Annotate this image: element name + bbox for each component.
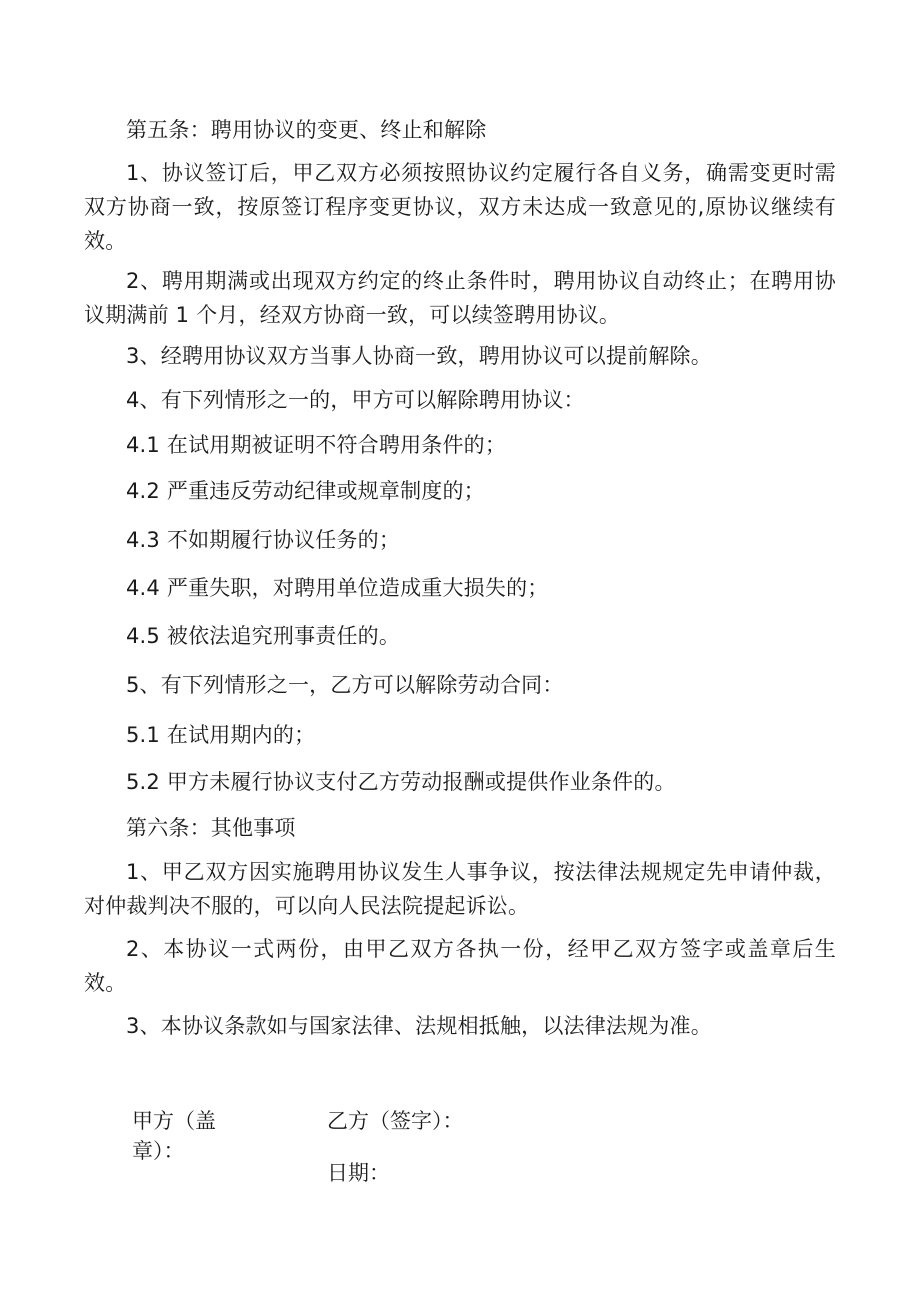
article-5-clause-4-3: 4.3 不如期履行协议任务的； bbox=[126, 528, 401, 552]
article-6-clause-1: 1、甲乙双方因实施聘用协议发生人事争议，按法律法规规定先申请仲裁，对仲裁判决不服的，可以向人民法院提起诉讼。 bbox=[84, 860, 836, 918]
article-5-heading: 第五条：聘用协议的变更、终止和解除 bbox=[126, 118, 487, 142]
article-5-clause-5-1: 5.1 在试用期内的； bbox=[126, 723, 316, 747]
article-5-clause-5: 5、有下列情形之一，乙方可以解除劳动合同： bbox=[126, 673, 564, 697]
party-a-seal-label: 甲方（盖章）： bbox=[132, 1109, 216, 1163]
article-5-clause-4-5: 4.5 被依法追究刑事责任的。 bbox=[126, 624, 401, 648]
article-5-clause-1: 1、协议签订后，甲乙双方必须按照协议约定履行各自义务，确需变更时需双方协商一致，按原签订程序变更协议，双方未达成一致意见的,原协议继续有效。 bbox=[84, 161, 836, 253]
article-6-clause-2: 2、本协议一式两份，由甲乙双方各执一份，经甲乙双方签字或盖章后生效。 bbox=[84, 937, 836, 995]
article-5-clause-2: 2、聘用期满或出现双方约定的终止条件时，聘用协议自动终止；在聘用协议期满前 1 个月，经双方协商一致，可以续签聘用协议。 bbox=[84, 269, 836, 327]
article-5-clause-3: 3、经聘用协议双方当事人协商一致，聘用协议可以提前解除。 bbox=[126, 344, 712, 368]
article-6-heading: 第六条：其他事项 bbox=[126, 816, 296, 840]
article-6-clause-3: 3、本协议条款如与国家法律、法规相抵触，以法律法规为准。 bbox=[126, 1014, 712, 1038]
party-b-signature-label: 乙方（签字）： bbox=[327, 1109, 464, 1133]
article-5-clause-4-2: 4.2 严重违反劳动纪律或规章制度的； bbox=[126, 479, 485, 503]
article-5-clause-4: 4、有下列情形之一的，甲方可以解除聘用协议： bbox=[126, 388, 585, 412]
article-5-clause-4-4: 4.4 严重失职，对聘用单位造成重大损失的； bbox=[126, 576, 549, 600]
date-label: 日期： bbox=[327, 1161, 390, 1185]
article-5-clause-5-2: 5.2 甲方未履行协议支付乙方劳动报酬或提供作业条件的。 bbox=[126, 770, 676, 794]
article-5-clause-4-1: 4.1 在试用期被证明不符合聘用条件的； bbox=[126, 433, 507, 457]
